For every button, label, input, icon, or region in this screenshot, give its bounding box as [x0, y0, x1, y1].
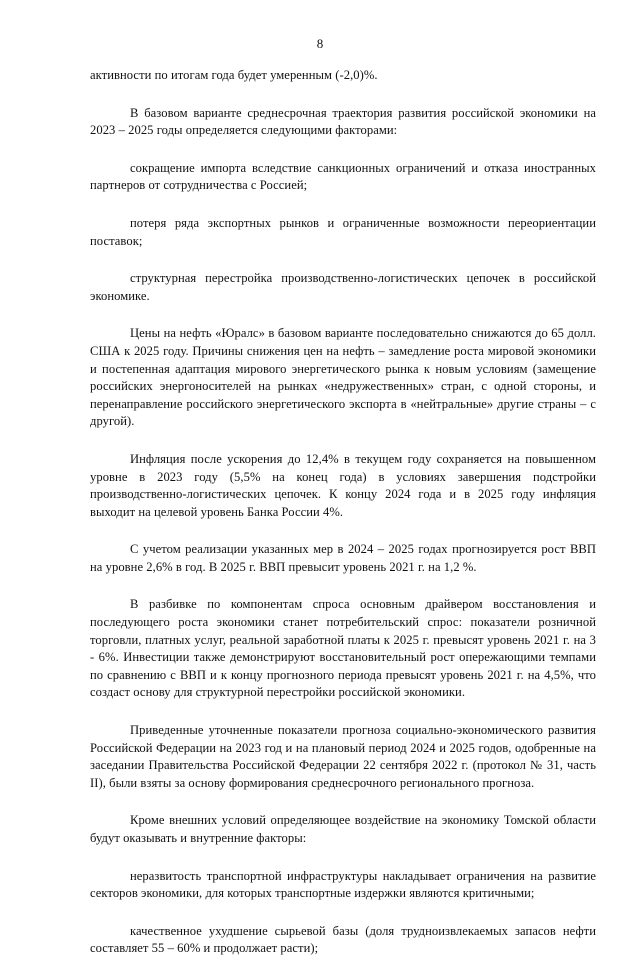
paragraph-resource-base: качественное ухудшение сырьевой базы (доля трудноизвлекаемых запасов нефти составляет 55 – 60% и продолжает расти); — [90, 923, 596, 956]
paragraph-inflation: Инфляция после ускорения до 12,4% в текущем году сохраняется на повышенном уровне в 2023 году (5,5% на конец года) в условиях завершения подстройки производственно-логистических цепочек. К концу 2024 года и в 2025 году инфляция выходит на целевой уровень Банка России 4%. — [90, 451, 596, 519]
paragraph-forecast-basis: Приведенные уточненные показатели прогноза социально-экономического развития Российской Федерации на 2023 год и на плановый период 2024 и 2025 годов, одобренные на заседании Правительства Российской Федерации 22 сентября 2022 г. (протокол № 31, часть II), были взяты за основу формирования среднесрочного регионального прогноза. — [90, 723, 596, 790]
paragraph-oil-prices: Цены на нефть «Юралс» в базовом варианте последовательно снижаются до 65 долл. США к 2025 году. Причины снижения цен на нефть – замедление роста мировой экономики и постепенная адаптация мирового энергетического рынка к новым условиям (замещение российских энергоносителей на рынках «недружественных» стран, с одной стороны, и перенаправление российского энергетического экспорта в «нейтральные» другие страны – с другой). — [90, 326, 596, 429]
paragraph-demand-components: В разбивке по компонентам спроса основным драйвером восстановления и последующего роста экономики станет потребительский спрос: показатели розничной торговли, платных услуг, реальной заработной платы к 2025 г. превысят уровень 2021 г. на 3 - 6%. Инвестиции также демонстрируют восстановительный рост опережающими темпами по сравнению с ВВП и к концу прогнозного периода превысят уровень 2021 г. на 4,5%, что создаст основу для структурной перестройки российской экономики. — [90, 597, 596, 700]
paragraph-internal-factors: Кроме внешних условий определяющее воздействие на экономику Томской области будут оказывать и внутренние факторы: — [90, 813, 596, 845]
document-body — [90, 67, 596, 978]
page-number: 8 — [316, 36, 324, 51]
paragraph-gdp-growth: С учетом реализации указанных мер в 2024 – 2025 годах прогнозируется рост ВВП на уровне 2,6% в год. В 2025 г. ВВП превысит уровень 2021 г. на 1,2 %. — [90, 542, 596, 574]
paragraph-activity-continuation: активности по итогам года будет умеренным (-2,0)%. — [90, 68, 378, 82]
paragraph-import-reduction: сокращение импорта вследствие санкционных ограничений и отказа иностранных партнеров от сотрудничества с Россией; — [90, 160, 596, 193]
paragraph-structural-restructuring: структурная перестройка производственно-логистических цепочек в российской экономике. — [90, 271, 596, 303]
paragraph-base-scenario: В базовом варианте среднесрочная траектория развития российской экономики на 2023 – 2025 годы определяется следующими факторами: — [90, 105, 596, 138]
paragraph-transport-infrastructure: неразвитость транспортной инфраструктуры накладывает ограничения на развитие секторов экономики, для которых транспортные издержки являются критичными; — [90, 868, 596, 901]
paragraph-export-loss: потеря ряда экспортных рынков и ограниченные возможности переориентации поставок; — [90, 215, 596, 248]
